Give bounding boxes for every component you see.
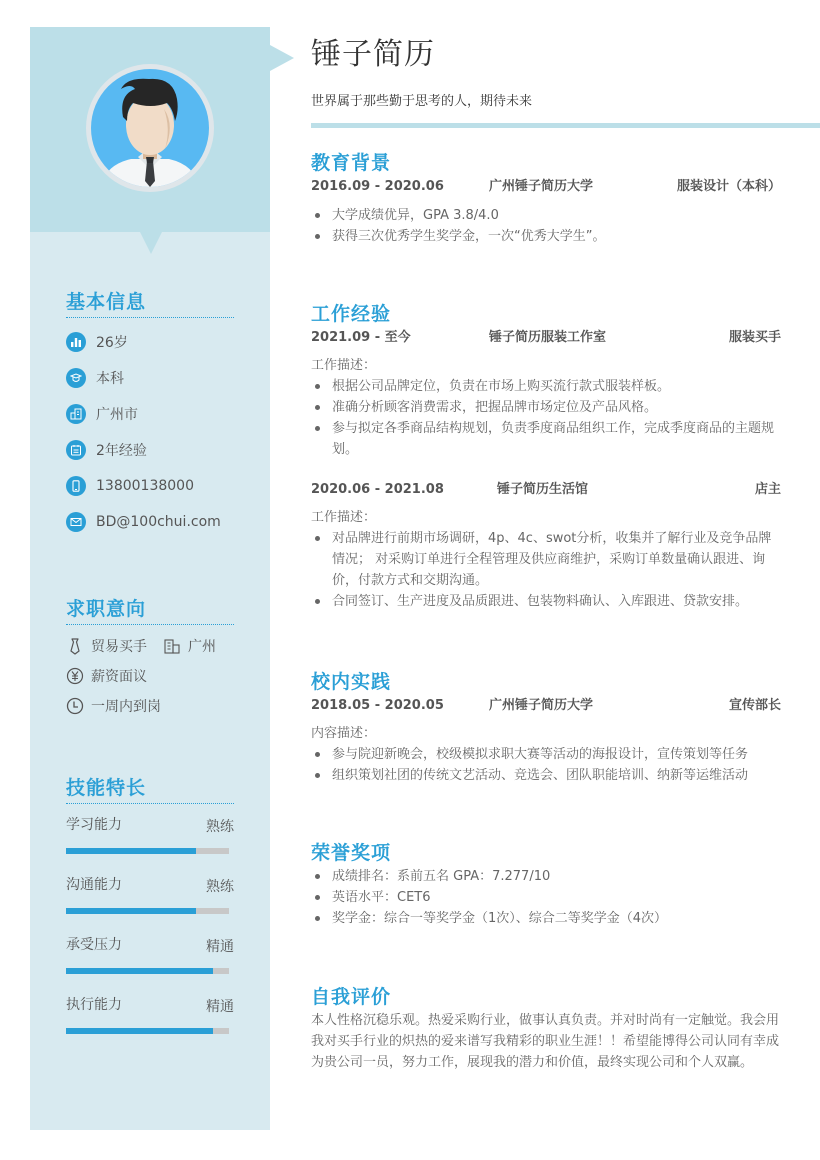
job-role: 服装买手 [728, 330, 781, 345]
skill-level: 熟练 [206, 819, 234, 835]
list-item: 准确分析顾客消费需求，把握品牌市场定位及产品风格。 [311, 397, 781, 418]
list-item: 大学成绩优异，GPA 3.8/4.0 [311, 205, 781, 226]
honors-section [311, 840, 781, 929]
education-bullets [311, 205, 781, 247]
info-degree [66, 360, 234, 396]
list-item: 奖学金：综合一等奖学金（1次）、综合二等奖学金（4次） [311, 908, 781, 929]
skill-name: 承受压力 [66, 937, 122, 953]
basic-info-title: 基本信息 [66, 287, 234, 318]
intent-availability-row [66, 691, 234, 721]
intent-position-row [66, 631, 234, 661]
skill-level: 精通 [206, 999, 234, 1015]
info-age-text: 26岁 [96, 335, 128, 351]
skill-item [66, 868, 234, 918]
list-item: 参与院迎新晚会，校级模拟求职大赛等活动的海报设计，宣传策划等任务 [311, 744, 781, 765]
skill-progress-fill [66, 1028, 213, 1034]
info-experience-text: 2年经验 [96, 443, 147, 459]
job-entry [311, 479, 781, 612]
skill-level: 熟练 [206, 879, 234, 895]
honors-title: 荣誉奖项 [311, 842, 392, 864]
campus-date: 2018.05 - 2020.05 [311, 698, 444, 713]
campus-role: 宣传部长 [728, 698, 781, 713]
education-title: 教育背景 [311, 152, 392, 174]
resume-title: 锤子简历 [311, 37, 435, 72]
education-entry-head [311, 176, 781, 198]
skills-section [66, 773, 234, 1038]
info-city-text: 广州市 [96, 407, 138, 423]
list-item: 根据公司品牌定位，负责在市场上购买流行款式服装样板。 [311, 376, 781, 397]
graduation-cap-icon [66, 368, 86, 388]
phone-icon [66, 476, 86, 496]
sidebar-header [30, 27, 270, 232]
campus-entry-head [311, 695, 781, 717]
campus-section [311, 669, 781, 786]
skill-progress-bar [66, 1028, 229, 1034]
campus-desc-label: 内容描述： [311, 726, 377, 741]
bar-chart-icon [66, 332, 86, 352]
skill-name: 执行能力 [66, 997, 122, 1013]
sidebar [30, 27, 270, 1130]
job-intent-section [66, 594, 234, 721]
job-entry [311, 327, 781, 460]
info-email [66, 504, 234, 540]
job-desc-label: 工作描述： [311, 358, 377, 373]
list-item: 合同签订、生产进度及品质跟进、包装物料确认、入库跟进、贷款安排。 [311, 591, 781, 612]
job-desc-label: 工作描述： [311, 510, 377, 525]
skill-item [66, 988, 234, 1038]
list-item: 成绩排名：系前五名 GPA：7.277/10 [311, 866, 781, 887]
info-phone-text: 13800138000 [96, 478, 194, 494]
education-section [311, 150, 781, 247]
job-entry-head [311, 327, 781, 349]
work-section [311, 301, 781, 612]
honors-bullets [311, 866, 781, 929]
skill-progress-bar [66, 908, 229, 914]
work-title: 工作经验 [311, 303, 392, 325]
info-degree-text: 本科 [96, 371, 124, 387]
skill-progress-fill [66, 848, 196, 854]
self-eval-text: 本人性格沉稳乐观。热爱采购行业，做事认真负责。并对时尚有一定触觉。我会用我对买手行业的炽热的爱来谱写我精彩的职业生涯！！希望能博得公司认同有幸成为贵公司一员，努力工作，展现我的潜力和价值，最终实现公司和个人双赢。 [311, 1013, 780, 1070]
tie-icon [66, 637, 84, 655]
basic-info-list [66, 324, 234, 540]
campus-org: 广州锤子简历大学 [489, 698, 594, 713]
header-divider [311, 123, 820, 128]
skill-progress-fill [66, 908, 196, 914]
header-pointer-down [140, 232, 162, 254]
info-city [66, 396, 234, 432]
job-entry-head [311, 479, 781, 501]
info-age [66, 324, 234, 360]
self-eval-title: 自我评价 [311, 986, 392, 1008]
basic-info-section [66, 287, 234, 540]
education-major: 服装设计（本科） [676, 179, 781, 194]
list-item: 获得三次优秀学生奖学金，一次“优秀大学生”。 [311, 226, 781, 247]
skill-item [66, 928, 234, 978]
education-school: 广州锤子简历大学 [489, 179, 594, 194]
resume-header [311, 27, 820, 128]
skill-name: 学习能力 [66, 817, 122, 833]
campus-title: 校内实践 [311, 671, 392, 693]
skill-name: 沟通能力 [66, 877, 122, 893]
job-date: 2020.06 - 2021.08 [311, 482, 444, 497]
skill-progress-fill [66, 968, 213, 974]
resume-motto: 世界属于那些勤于思考的人，期待未来 [311, 94, 533, 109]
skill-progress-bar [66, 848, 229, 854]
list-item: 参与拟定各季商品结构规划，负责季度商品组织工作，完成季度商品的主题规划。 [311, 418, 781, 460]
skill-level: 精通 [206, 939, 234, 955]
building-icon [66, 404, 86, 424]
job-company: 锤子简历生活馆 [497, 482, 589, 497]
clock-icon [66, 697, 84, 715]
job-company: 锤子简历服装工作室 [489, 330, 607, 345]
avatar [86, 64, 214, 192]
avatar-man-icon [91, 69, 209, 187]
job-intent-title: 求职意向 [66, 594, 234, 625]
campus-bullets [311, 744, 781, 786]
list-item: 英语水平：CET6 [311, 887, 781, 908]
list-item: 组织策划社团的传统文艺活动、竞选会、团队职能培训、纳新等运维活动 [311, 765, 781, 786]
job-bullets [311, 376, 781, 460]
intent-availability: 一周内到岗 [91, 699, 161, 715]
calendar-icon [66, 440, 86, 460]
intent-salary-row [66, 661, 234, 691]
education-date: 2016.09 - 2020.06 [311, 179, 444, 194]
skill-progress-bar [66, 968, 229, 974]
self-eval-section [311, 984, 781, 1073]
job-bullets [311, 528, 781, 612]
skills-title: 技能特长 [66, 773, 234, 804]
intent-salary: 薪资面议 [91, 669, 147, 685]
job-date: 2021.09 - 至今 [311, 330, 411, 345]
yen-icon [66, 667, 84, 685]
list-item: 对品牌进行前期市场调研，4p、4c、swot分析，收集并了解行业及竞争品牌情况； 对采购订单进行全程管理及供应商维护，采购订单数量确认跟进、询价，付款方式和交期沟通。 [311, 528, 781, 591]
info-email-text[interactable]: BD@100chui.com [96, 514, 221, 530]
office-building-icon [163, 637, 181, 655]
skill-item [66, 808, 234, 858]
job-role: 店主 [754, 482, 781, 497]
mail-icon [66, 512, 86, 532]
info-phone [66, 468, 234, 504]
intent-position: 贸易买手 [91, 639, 147, 655]
info-experience [66, 432, 234, 468]
intent-city: 广州 [188, 639, 216, 655]
header-pointer-right [270, 45, 294, 71]
